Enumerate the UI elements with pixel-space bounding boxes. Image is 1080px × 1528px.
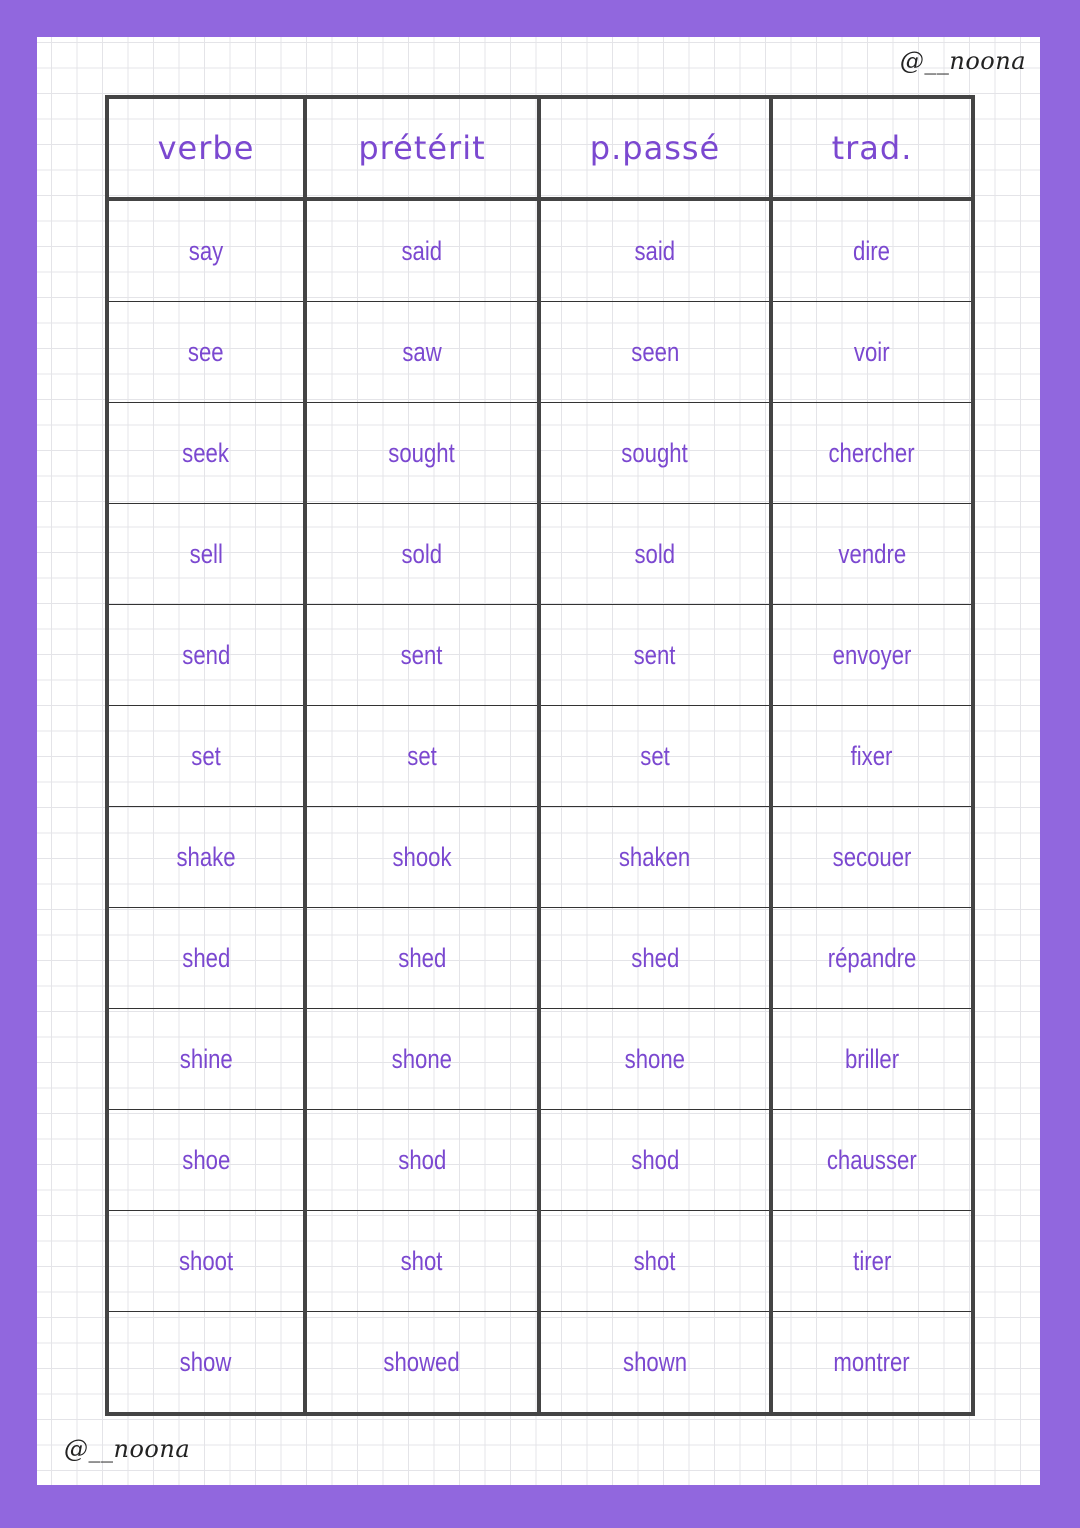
cell-traduction: secouer	[771, 807, 973, 908]
cell-preterit: said	[305, 199, 539, 302]
cell-participe-passe: sought	[539, 403, 771, 504]
table-row	[107, 1312, 973, 1415]
cell-preterit: shook	[305, 807, 539, 908]
table-row	[107, 706, 973, 807]
table-row	[107, 504, 973, 605]
cell-participe-passe: said	[539, 199, 771, 302]
cell-traduction: dire	[771, 199, 973, 302]
table-row	[107, 302, 973, 403]
cell-traduction: envoyer	[771, 605, 973, 706]
cell-preterit: sent	[305, 605, 539, 706]
cell-traduction: fixer	[771, 706, 973, 807]
table-row	[107, 807, 973, 908]
cell-verbe: shed	[107, 908, 305, 1009]
cell-preterit: saw	[305, 302, 539, 403]
header-preterit: prétérit	[305, 97, 539, 199]
cell-preterit: shot	[305, 1211, 539, 1312]
cell-verbe: set	[107, 706, 305, 807]
cell-traduction: vendre	[771, 504, 973, 605]
cell-participe-passe: set	[539, 706, 771, 807]
cell-participe-passe: shod	[539, 1110, 771, 1211]
worksheet-page	[37, 37, 1040, 1485]
cell-participe-passe: sent	[539, 605, 771, 706]
cell-traduction: répandre	[771, 908, 973, 1009]
cell-preterit: sought	[305, 403, 539, 504]
table-row	[107, 908, 973, 1009]
cell-verbe: show	[107, 1312, 305, 1415]
table-row	[107, 605, 973, 706]
cell-traduction: voir	[771, 302, 973, 403]
cell-participe-passe: shed	[539, 908, 771, 1009]
cell-participe-passe: seen	[539, 302, 771, 403]
cell-verbe: shoot	[107, 1211, 305, 1312]
cell-verbe: say	[107, 199, 305, 302]
cell-verbe: seek	[107, 403, 305, 504]
cell-verbe: send	[107, 605, 305, 706]
cell-traduction: montrer	[833, 1346, 911, 1377]
cell-participe-passe: shown	[539, 1312, 771, 1415]
cell-verbe: shake	[107, 807, 305, 908]
cell-verbe: shine	[107, 1009, 305, 1110]
table-row	[107, 199, 973, 302]
cell-preterit: set	[305, 706, 539, 807]
cell-traduction: chercher	[771, 403, 973, 504]
cell-preterit: shone	[305, 1009, 539, 1110]
cell-preterit: sold	[305, 504, 539, 605]
cell-traduction: chausser	[771, 1110, 973, 1211]
cell-preterit: showed	[305, 1312, 539, 1415]
cell-participe-passe: sold	[539, 504, 771, 605]
cell-verbe: shoe	[107, 1110, 305, 1211]
irregular-verbs-table	[105, 95, 975, 1416]
table-row	[107, 403, 973, 504]
header-verbe: verbe	[107, 97, 305, 199]
cell-preterit: shed	[305, 908, 539, 1009]
table-row	[107, 1211, 973, 1312]
cell-traduction: tirer	[771, 1211, 973, 1312]
header-participe-passe: p.passé	[539, 97, 771, 199]
cell-traduction: briller	[771, 1009, 973, 1110]
cell-verbe: see	[107, 302, 305, 403]
table-row	[107, 1009, 973, 1110]
cell-participe-passe: shaken	[539, 807, 771, 908]
table-row	[107, 1110, 973, 1211]
header-traduction: trad.	[771, 97, 973, 199]
watermark-top: @__noona	[899, 47, 1026, 75]
cell-verbe: sell	[107, 504, 305, 605]
cell-preterit: shod	[305, 1110, 539, 1211]
cell-participe-passe: shot	[539, 1211, 771, 1312]
header-row	[107, 97, 973, 199]
cell-participe-passe: shone	[539, 1009, 771, 1110]
watermark-bottom: @__noona	[64, 1435, 191, 1463]
